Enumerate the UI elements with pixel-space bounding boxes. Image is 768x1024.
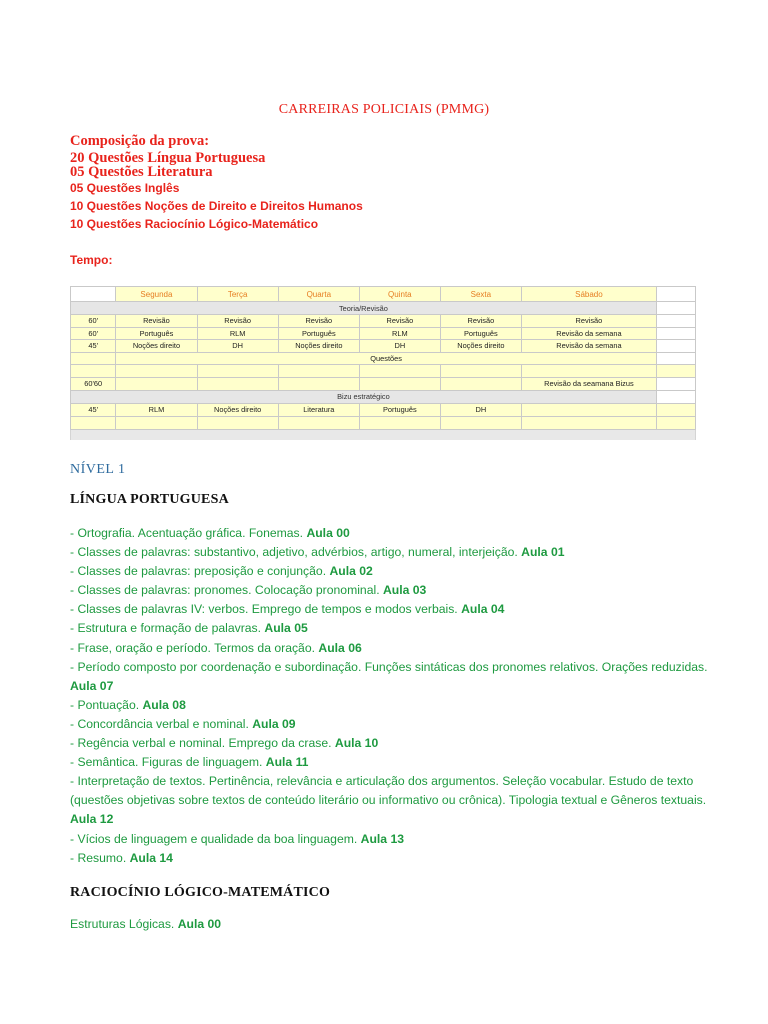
composition-item: 05 Questões Literatura	[70, 164, 213, 180]
list-item: - Pontuação. Aula 08	[70, 697, 186, 712]
time-cell: 60'	[71, 327, 116, 340]
schedule-cell: RLM	[116, 403, 197, 416]
schedule-cell: DH	[359, 340, 440, 353]
list-item: - Frase, oração e período. Termos da oração. Aula 06	[70, 640, 362, 655]
list-item: - Classes de palavras: preposição e conjunção. Aula 02	[70, 564, 373, 579]
day-header: Sábado	[521, 287, 656, 302]
table-bottom-strip	[71, 429, 696, 440]
schedule-cell: Revisão	[278, 315, 359, 328]
schedule-cell: Revisão	[440, 315, 521, 328]
schedule-cell: Revisão	[116, 315, 197, 328]
schedule-cell: Noções direito	[197, 403, 278, 416]
time-cell: 60'	[71, 315, 116, 328]
day-header: Sexta	[440, 287, 521, 302]
list-item: - Classes de palavras: pronomes. Colocação pronominal. Aula 03	[70, 583, 427, 598]
page-title: CARREIRAS POLICIAIS (PMMG)	[278, 102, 490, 117]
composition-item: 05 Questões Inglês	[70, 181, 180, 195]
schedule-cell: Português	[359, 403, 440, 416]
composition-item: 10 Questões Noções de Direito e Direitos Humanos	[70, 199, 363, 213]
level-heading: NÍVEL 1	[70, 462, 126, 477]
schedule-cell	[440, 378, 521, 391]
section-band: Bizu estratégico	[71, 390, 657, 403]
tempo-label: Tempo:	[70, 253, 113, 267]
schedule-cell: Português	[440, 327, 521, 340]
list-item: - Estrutura e formação de palavras. Aula 05	[70, 621, 308, 636]
schedule-cell	[197, 378, 278, 391]
composition-item: 10 Questões Raciocínio Lógico-Matemático	[70, 217, 319, 231]
day-header: Terça	[197, 287, 278, 302]
time-cell: 45'	[71, 340, 116, 353]
list-item: - Classes de palavras: substantivo, adjetivo, advérbios, artigo, numeral, interjeição. Aula 01	[70, 545, 565, 560]
list-item: Estruturas Lógicas. Aula 00	[70, 917, 222, 931]
composition-heading: Composição da prova:	[70, 133, 210, 149]
list-item: - Interpretação de textos. Pertinência, relevância e articulação dos argumentos. Seleção vocabular. Estudo de texto (questões objetivas sobre textos de conteúdo literário ou informativo ou crônica). Tipologia textual e Gêneros textuais. Aula 12	[70, 774, 707, 827]
schedule-cell: DH	[197, 340, 278, 353]
list-item: - Ortografia. Acentuação gráfica. Fonemas. Aula 00	[70, 526, 350, 540]
schedule-cell: Noções direito	[440, 340, 521, 353]
section-title-lingua-portuguesa: LÍNGUA PORTUGUESA	[70, 492, 229, 507]
schedule-cell: Revisão	[359, 315, 440, 328]
list-item: - Concordância verbal e nominal. Aula 09	[70, 716, 296, 731]
list-item: - Semântica. Figuras de linguagem. Aula 11	[70, 755, 309, 770]
schedule-cell: Literatura	[278, 403, 359, 416]
lp-topic-list	[70, 524, 710, 868]
day-header: Quarta	[278, 287, 359, 302]
section-band: Teoria/Revisão	[71, 302, 657, 315]
schedule-cell: Revisão da semana	[521, 327, 656, 340]
schedule-cell	[521, 403, 656, 416]
list-item: - Resumo. Aula 14	[70, 850, 173, 865]
day-header: Segunda	[116, 287, 197, 302]
schedule-cell: DH	[440, 403, 521, 416]
list-item: - Classes de palavras IV: verbos. Emprego de tempos e modos verbais. Aula 04	[70, 602, 505, 617]
schedule-cell: RLM	[359, 327, 440, 340]
time-cell: 60'60	[71, 378, 116, 391]
list-item: - Período composto por coordenação e subordinação. Funções sintáticas dos pronomes relativos. Orações reduzidas. Aula 07	[70, 659, 708, 693]
list-item: - Vícios de linguagem e qualidade da boa linguagem. Aula 13	[70, 831, 405, 846]
schedule-cell: Revisão	[521, 315, 656, 328]
section-title-raciocinio-logico: RACIOCÍNIO LÓGICO-MATEMÁTICO	[70, 885, 331, 900]
schedule-cell: Revisão	[197, 315, 278, 328]
section-band: Questões	[116, 352, 657, 365]
schedule-cell: Revisão da semana	[521, 340, 656, 353]
schedule-cell: Português	[278, 327, 359, 340]
schedule-cell: RLM	[197, 327, 278, 340]
schedule-cell: Revisão da seamana Bizus	[521, 378, 656, 391]
list-item: - Regência verbal e nominal. Emprego da crase. Aula 10	[70, 736, 379, 751]
schedule-table	[70, 286, 696, 440]
day-header: Quinta	[359, 287, 440, 302]
schedule-cell	[116, 378, 197, 391]
composition-item: 20 Questões Língua Portuguesa	[70, 150, 266, 166]
schedule-cell: Noções direito	[116, 340, 197, 353]
schedule-cell: Noções direito	[278, 340, 359, 353]
schedule-cell	[278, 378, 359, 391]
time-cell: 45'	[71, 403, 116, 416]
schedule-cell: Português	[116, 327, 197, 340]
schedule-cell	[359, 378, 440, 391]
